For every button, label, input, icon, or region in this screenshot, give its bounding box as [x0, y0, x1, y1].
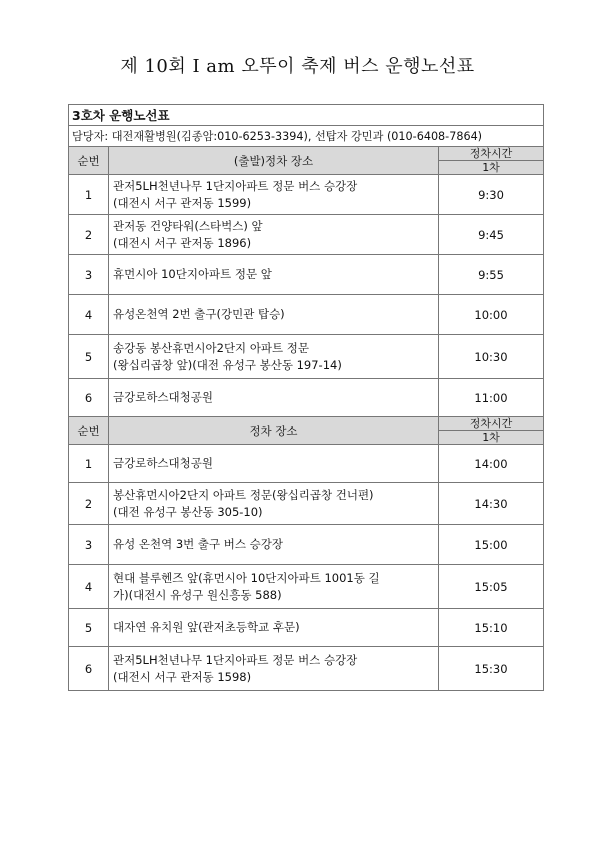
row-number: 3 — [69, 525, 109, 565]
header-place: 정차 장소 — [109, 417, 439, 445]
stop-address-line: (대전시 서구 관저동 1896) — [113, 235, 252, 250]
header-time: 정차시간 — [439, 417, 544, 431]
header-trip: 1차 — [439, 431, 544, 445]
stop-place — [109, 565, 439, 609]
stop-place-line: 대자연 유치원 앞(관저초등학교 후문) — [113, 620, 300, 634]
stop-place-line: 관저5LH천년나무 1단지아파트 정문 버스 승강장 — [113, 178, 358, 193]
table-row — [69, 295, 544, 335]
stop-place — [109, 609, 439, 647]
table-row — [69, 445, 544, 483]
page-title: 제 10회 I am 오뚜이 축제 버스 운행노선표 — [120, 56, 475, 77]
stop-time: 11:00 — [439, 379, 544, 417]
row-number: 2 — [69, 215, 109, 255]
stop-time: 15:10 — [439, 609, 544, 647]
stop-place-line: 봉산휴먼시아2단지 아파트 정문(왕십리곱창 건너편) — [113, 487, 374, 502]
header-time: 정차시간 — [439, 147, 544, 161]
contact-info: 담당자: 대전재활병원(김종암:010-6253-3394), 선탑자 강민과 (010-6408-7864) — [69, 126, 544, 147]
stop-place — [109, 295, 439, 335]
stop-time: 14:00 — [439, 445, 544, 483]
stop-time: 15:05 — [439, 565, 544, 609]
table-row — [69, 335, 544, 379]
row-number: 6 — [69, 647, 109, 691]
stop-time: 9:45 — [439, 215, 544, 255]
row-number: 2 — [69, 483, 109, 525]
row-number: 4 — [69, 565, 109, 609]
stop-time: 10:30 — [439, 335, 544, 379]
header-no: 순번 — [69, 147, 109, 175]
row-number: 5 — [69, 335, 109, 379]
stop-place — [109, 483, 439, 525]
row-number: 1 — [69, 175, 109, 215]
stop-place-line: 송강동 봉산휴먼시아2단지 아파트 정문 — [113, 340, 310, 355]
stop-address-line: 가)(대전시 유성구 원신흥동 588) — [113, 587, 282, 602]
table-row — [69, 525, 544, 565]
stop-address-line: (대전 유성구 봉산동 305-10) — [113, 504, 263, 519]
row-number: 6 — [69, 379, 109, 417]
stop-time: 10:00 — [439, 295, 544, 335]
header-place: (출발)정차 장소 — [109, 147, 439, 175]
row-number: 5 — [69, 609, 109, 647]
stop-address-line: (대전시 서구 관저동 1599) — [113, 195, 252, 210]
table-row — [69, 255, 544, 295]
stop-place — [109, 215, 439, 255]
table-row — [69, 647, 544, 691]
stop-time: 9:55 — [439, 255, 544, 295]
stop-time: 15:30 — [439, 647, 544, 691]
stop-time: 9:30 — [439, 175, 544, 215]
stop-place — [109, 525, 439, 565]
row-number: 1 — [69, 445, 109, 483]
stop-place — [109, 379, 439, 417]
stop-place-line: 현대 블루헨즈 앞(휴먼시아 10단지아파트 1001동 길 — [113, 570, 380, 585]
stop-place — [109, 255, 439, 295]
stop-place-line: 유성온천역 2번 출구(강민관 탑승) — [113, 307, 285, 321]
stop-place-line: 관저동 건양타워(스타벅스) 앞 — [113, 218, 263, 233]
stop-address-line: (대전시 서구 관저동 1598) — [113, 669, 252, 684]
stop-place-line: 유성 온천역 3번 출구 버스 승강장 — [113, 537, 284, 551]
stop-place-line: 금강로하스대청공원 — [113, 390, 213, 404]
table-row — [69, 175, 544, 215]
row-number: 3 — [69, 255, 109, 295]
stop-time: 15:00 — [439, 525, 544, 565]
stop-place — [109, 335, 439, 379]
table-row — [69, 483, 544, 525]
stop-place-line: 휴먼시아 10단지아파트 정문 앞 — [113, 267, 272, 281]
stop-place-line: 금강로하스대청공원 — [113, 456, 213, 470]
stop-place — [109, 445, 439, 483]
table-row — [69, 379, 544, 417]
stop-place — [109, 175, 439, 215]
table-row — [69, 609, 544, 647]
stop-place — [109, 647, 439, 691]
header-no: 순번 — [69, 417, 109, 445]
bus-name: 3호차 운행노선표 — [69, 105, 544, 126]
stop-time: 14:30 — [439, 483, 544, 525]
stop-address-line: (왕십리곱창 앞)(대전 유성구 봉산동 197-14) — [113, 357, 342, 372]
row-number: 4 — [69, 295, 109, 335]
header-trip: 1차 — [439, 161, 544, 175]
stop-place-line: 관저5LH천년나무 1단지아파트 정문 버스 승강장 — [113, 652, 358, 667]
bus-route-table — [68, 104, 544, 691]
table-row — [69, 565, 544, 609]
table-row — [69, 215, 544, 255]
